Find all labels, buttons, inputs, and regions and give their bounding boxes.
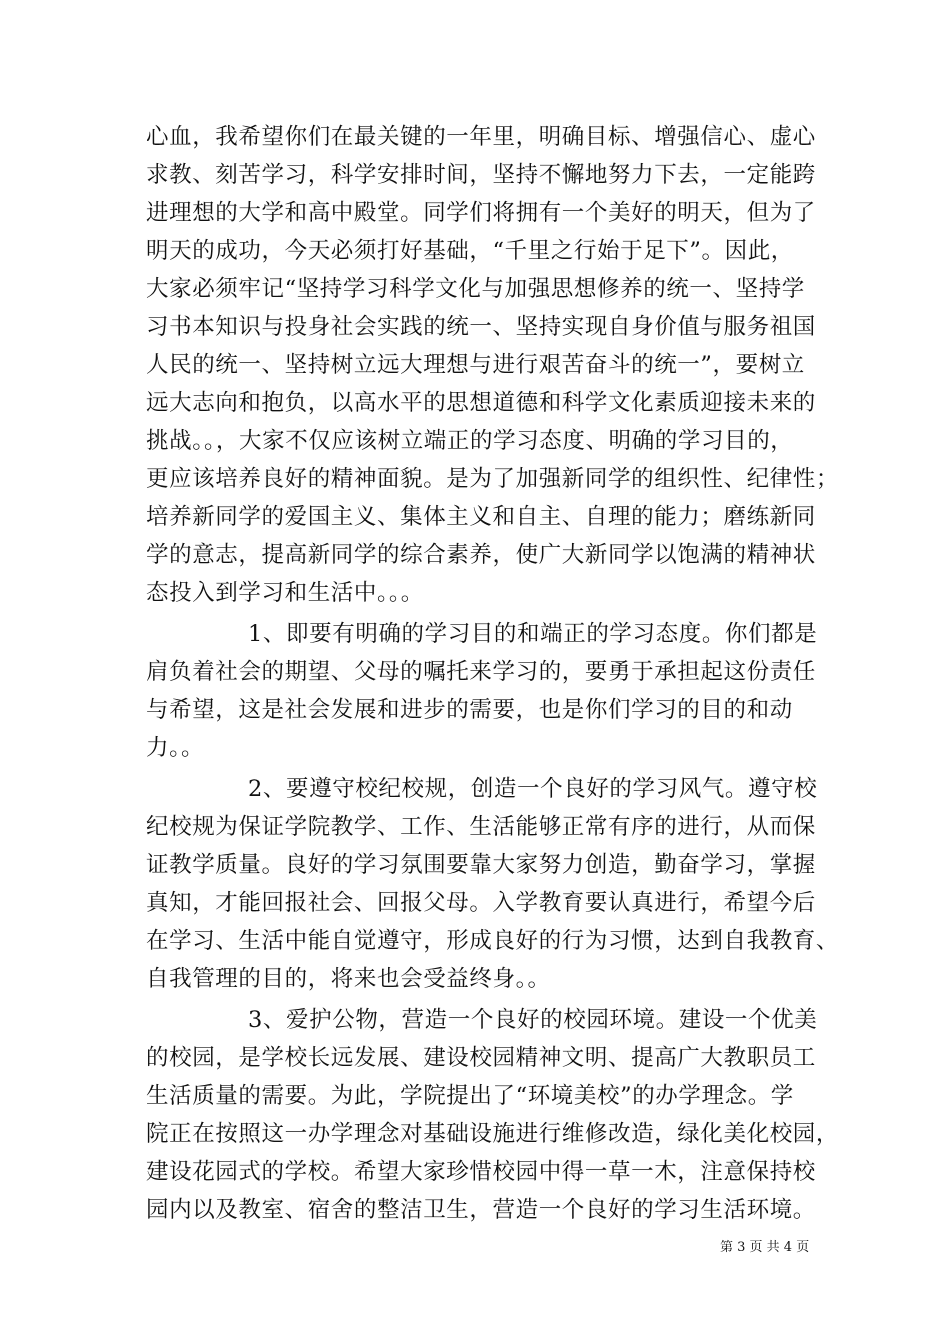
body-line: 心血，我希望你们在最关键的一年里，明确目标、增强信心、虚心: [146, 124, 816, 150]
body-line: 更应该培养良好的精神面貌。是为了加强新同学的组织性、纪律性；: [146, 466, 840, 492]
body-line: 远大志向和抱负，以高水平的思想道德和科学文化素质迎接未来的: [146, 390, 816, 416]
body-line: 力。。: [146, 735, 205, 761]
body-line: 生活质量的需要。为此，学院提出了“环境美校”的办学理念。学: [146, 1083, 794, 1109]
body-line: 在学习、生活中能自觉遵守，形成良好的行为习惯，达到自我教育、: [146, 928, 840, 954]
body-line: 人民的统一、坚持树立远大理想与进行艰苦奋斗的统一”，要树立: [146, 352, 805, 378]
body-line: 求教、刻苦学习，科学安排时间，坚持不懈地努力下去，一定能跨: [146, 162, 816, 188]
body-line: 1、即要有明确的学习目的和端正的学习态度。你们都是: [248, 621, 818, 647]
body-line: 挑战。。，大家不仅应该树立端正的学习态度、明确的学习目的，: [146, 428, 794, 454]
body-line: 进理想的大学和高中殿堂。同学们将拥有一个美好的明天，但为了: [146, 200, 816, 226]
body-line: 习书本知识与投身社会实践的统一、坚持实现自身价值与服务祖国: [146, 314, 816, 340]
paragraph-point-1: [146, 615, 846, 767]
body-line: 肩负着社会的期望、父母的嘱托来学习的，要勇于承担起这份责任: [146, 659, 816, 685]
body-line: 3、爱护公物，营造一个良好的校园环境。建设一个优美: [248, 1007, 818, 1033]
document-body: [146, 118, 846, 1229]
body-line: 培养新同学的爱国主义、集体主义和自主、自理的能力；磨练新同: [146, 504, 816, 530]
body-line: 学的意志，提高新同学的综合素养，使广大新同学以饱满的精神状: [146, 542, 816, 568]
body-line: 态投入到学习和生活中。。。: [146, 580, 424, 606]
body-line: 自我管理的目的，将来也会受益终身。。: [146, 966, 551, 992]
body-line: 的校园，是学校长远发展、建设校园精神文明、提高广大教职员工: [146, 1045, 816, 1071]
body-line: 建设花园式的学校。希望大家珍惜校园中得一草一木，注意保持校: [146, 1159, 816, 1185]
body-line: 与希望，这是社会发展和进步的需要，也是你们学习的目的和动: [146, 697, 793, 723]
body-line: 大家必须牢记“坚持学习科学文化与加强思想修养的统一、坚持学: [146, 276, 805, 302]
body-line: 2、要遵守校纪校规，创造一个良好的学习风气。遵守校: [248, 776, 818, 802]
paragraph-point-2: [146, 770, 846, 998]
page-number-footer: 第 3 页 共 4 页: [720, 1240, 810, 1255]
paragraph-intro: [146, 118, 846, 612]
body-line: 纪校规为保证学院教学、工作、生活能够正常有序的进行，从而保: [146, 814, 816, 840]
body-line: 园内以及教室、宿舍的整洁卫生，营造一个良好的学习生活环境。: [146, 1197, 816, 1223]
body-line: 院正在按照这一办学理念对基础设施进行维修改造，绿化美化校园，: [146, 1121, 840, 1147]
body-line: 真知，才能回报社会、回报父母。入学教育要认真进行，希望今后: [146, 890, 816, 916]
body-line: 明天的成功，今天必须打好基础，“千里之行始于足下”。因此，: [146, 238, 794, 264]
paragraph-point-3: [146, 1001, 846, 1229]
body-line: 证教学质量。良好的学习氛围要靠大家努力创造，勤奋学习，掌握: [146, 852, 816, 878]
